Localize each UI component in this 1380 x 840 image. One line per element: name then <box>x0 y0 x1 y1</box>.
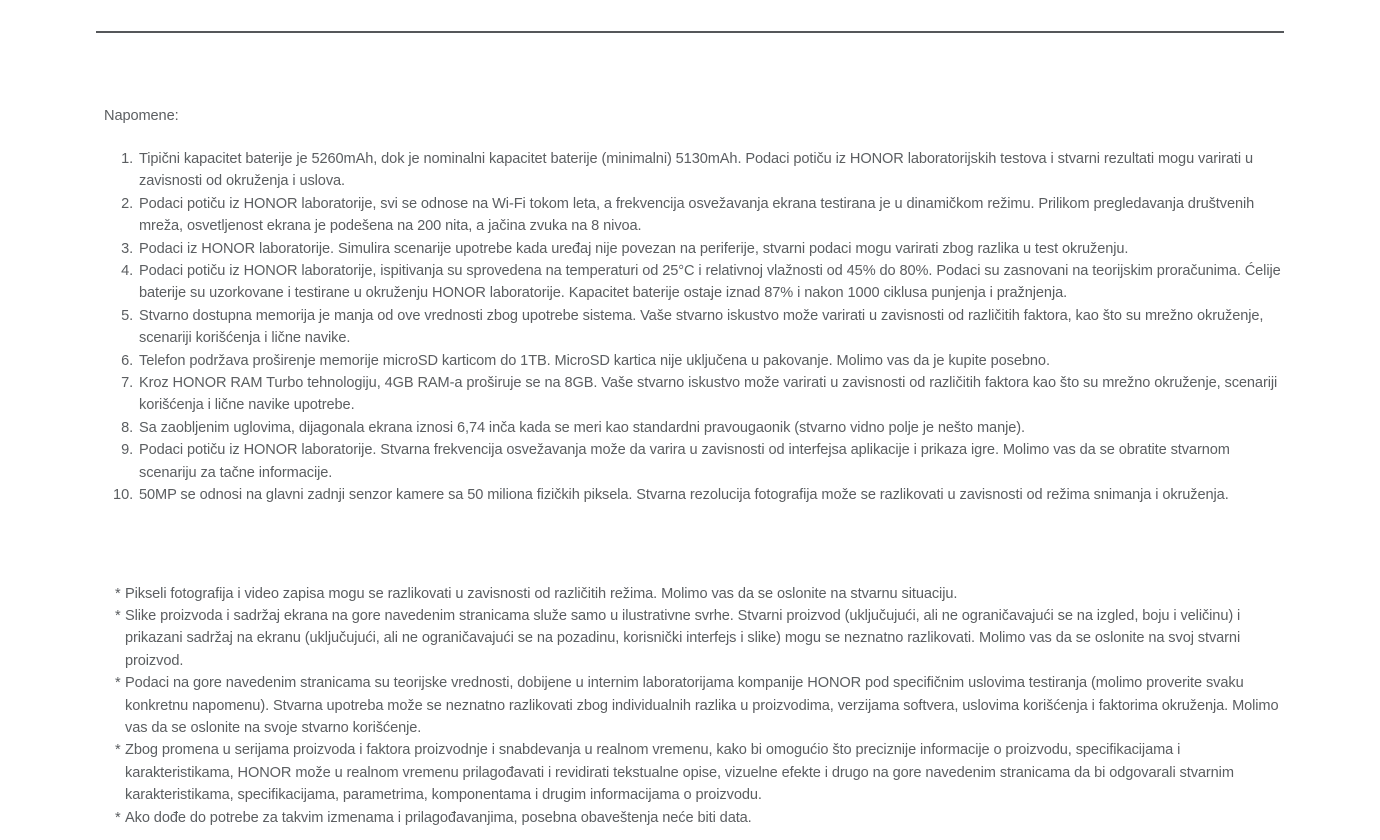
disclaimer-text: Slike proizvoda i sadržaj ekrana na gore navedenim stranicama služe samo u ilustrativne svrhe. Stvarni proizvod (uključujući, ali ne ograničavajući se na izgled, boju i veličinu) i prikazani sadržaj na ekranu (uključujući, ali ne ograničavajući se na pozadinu, korisnički interfejs i slike) mogu se neznatno razlikovati. Molimo vas da se oslonite na svoj stvarni proizvod. <box>125 607 1241 669</box>
numbered-note-item: 8. Sa zaobljenim uglovima, dijagonala ekrana iznosi 6,74 inča kada se meri kao standardni pravougaonik (stvarno vidno polje je nešto manje). <box>137 417 1284 439</box>
disclaimer-item <box>115 605 1284 672</box>
notes-content <box>96 33 1284 829</box>
disclaimer-item <box>115 672 1284 739</box>
numbered-notes-list <box>96 148 1284 507</box>
numbered-note-item: 1. Tipični kapacitet baterije je 5260mAh, dok je nominalni kapacitet baterije (minimalni) 5130mAh. Podaci potiču iz HONOR laboratorijskih testova i stvarni rezultati mogu varirati u zavisnosti od okruženja i uslova. <box>137 148 1284 193</box>
numbered-note-item: 7. Kroz HONOR RAM Turbo tehnologiju, 4GB RAM-a proširuje se na 8GB. Vaše stvarno iskustvo može varirati u zavisnosti od različitih faktora kao što su mrežno okruženje, scenariji korišćenja i lične navike upotrebe. <box>137 372 1284 417</box>
disclaimer-text: Ako dođe do potrebe za takvim izmenama i prilagođavanjima, posebna obaveštenja neće biti data. <box>125 809 752 826</box>
asterisk-marker: * <box>115 809 121 826</box>
disclaimer-text: Pikseli fotografija i video zapisa mogu se razlikovati u zavisnosti od različitih režima. Molimo vas da se oslonite na stvarnu situaciju. <box>125 585 958 602</box>
asterisk-marker: * <box>115 607 121 624</box>
numbered-note-item: 5. Stvarno dostupna memorija je manja od ove vrednosti zbog upotrebe sistema. Vaše stvarno iskustvo može varirati u zavisnosti od različitih faktora, kao što su mrežno okruženje, scenariji korišćenja i lične navike. <box>137 305 1284 350</box>
disclaimer-item <box>115 583 1284 605</box>
numbered-note-item: 10. 50MP se odnosi na glavni zadnji senzor kamere sa 50 miliona fizičkih piksela. Stvarna rezolucija fotografija može se razlikovati u zavisnosti od režima snimanja i okruženja. <box>137 484 1284 506</box>
disclaimer-text: Zbog promena u serijama proizvoda i faktora proizvodnje i snabdevanja u realnom vremenu, kako bi omogućio što preciznije informacije o proizvodu, specifikacijama i karakteristikama, HONOR može u realnom vremenu prilagođavati i revidirati tekstualne opise, vizuelne efekte i drugo na gore navedenim stranicama da bi odgovarali stvarnim karakteristikama, specifikacijama, parametrima, komponentama i drugim informacijama o proizvodu. <box>125 742 1234 804</box>
asterisk-marker: * <box>115 742 121 759</box>
asterisk-marker: * <box>115 585 121 602</box>
notes-heading: Napomene: <box>104 108 179 124</box>
numbered-note-item: 9. Podaci potiču iz HONOR laboratorije. Stvarna frekvencija osvežavanja može da varira u zavisnosti od interfejsa aplikacije i prikaza igre. Molimo vas da se obratite stvarnom scenariju za tačne informacije. <box>137 439 1284 484</box>
numbered-note-item: 4. Podaci potiču iz HONOR laboratorije, ispitivanja su sprovedena na temperaturi od 25°C i relativnoj vlažnosti od 45% do 80%. Podaci su zasnovani na teorijskim proračunima. Ćelije baterije su uzorkovane i testirane u okruženju HONOR laboratorije. Kapacitet baterije ostaje iznad 87% i nakon 1000 ciklusa punjenja i pražnjenja. <box>137 260 1284 305</box>
disclaimer-text: Podaci na gore navedenim stranicama su teorijske vrednosti, dobijene u internim laboratorijama kompanije HONOR pod specifičnim uslovima testiranja (molimo proverite svaku konkretnu napomenu). Stvarna upotreba može se neznatno razlikovati zbog individualnih razlika u proizvodima, verzijama softvera, uslovima korišćenja i faktorima okruženja. Molimo vas da se oslonite na svoje stvarno korišćenje. <box>125 675 1279 736</box>
numbered-note-item: 2. Podaci potiču iz HONOR laboratorije, svi se odnose na Wi-Fi tokom leta, a frekvencija osvežavanja ekrana testirana je u dinamičkom režimu. Prilikom pregledavanja društvenih mreža, osvetljenost ekrana je podešena na 200 nita, a jačina zvuka na 8 nivoa. <box>137 193 1284 238</box>
numbered-note-item: 3. Podaci iz HONOR laboratorije. Simulira scenarije upotrebe kada uređaj nije povezan na periferije, stvarni podaci mogu varirati zbog razlika u test okruženju. <box>137 238 1284 260</box>
disclaimer-list <box>115 583 1284 829</box>
numbered-note-item: 6. Telefon podržava proširenje memorije microSD karticom do 1TB. MicroSD kartica nije uključena u pakovanje. Molimo vas da je kupite posebno. <box>137 350 1284 372</box>
disclaimer-item <box>115 807 1284 829</box>
disclaimer-item <box>115 739 1284 806</box>
asterisk-marker: * <box>115 675 121 692</box>
